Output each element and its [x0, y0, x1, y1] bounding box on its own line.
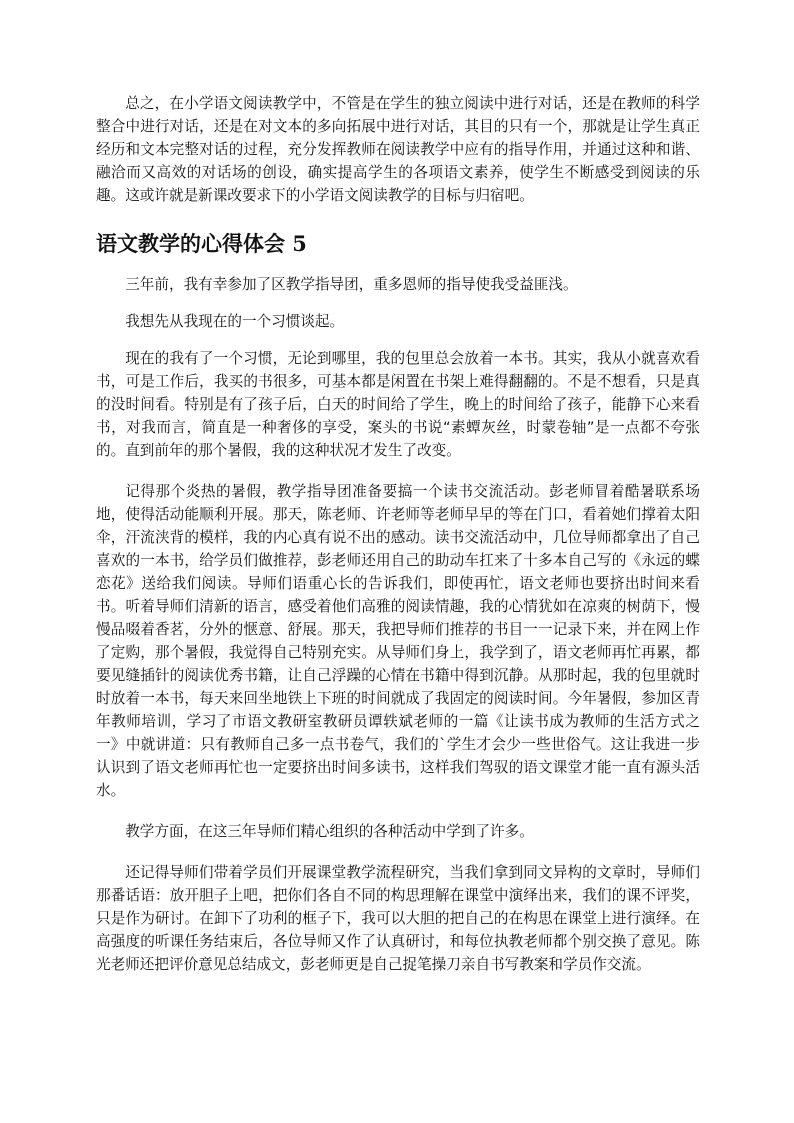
document-page [96, 92, 700, 976]
section-heading: 语文教学的心得体会 5 [96, 231, 307, 256]
body-paragraph-5: 教学方面，在这三年导师们精心组织的各种活动中学到了许多。 [125, 823, 534, 840]
paragraph-spacer [96, 843, 700, 861]
paragraph-spacer [96, 296, 700, 310]
paragraph-spacer [96, 333, 700, 347]
paragraph-spacer [96, 462, 700, 480]
body-paragraph-1: 三年前，我有幸参加了区教学指导团，重多恩师的指导使我受益匪浅。 [125, 276, 578, 293]
body-paragraph-3: 现在的我有了一个习惯，无论到哪里，我的包里总会放着一本书。其实，我从小就喜欢看书，可是工作后，我买的书很多，可基本都是闲置在书架上难得翻翻的。不是不想看，只是真的没时间看。特别是有了孩子后，白天的时间给了学生，晚上的时间给了孩子，能静下心来看书，对我而言，简直是一种奢侈的享受，案头的书说“素蟫灰丝，时蒙卷轴”是一点都不夸张的。直到前年的那个暑假，我的这种状况才发生了改变。 [96, 350, 700, 459]
paragraph-spacer [96, 802, 700, 820]
body-paragraph-2: 我想先从我现在的一个习惯谈起。 [125, 313, 345, 330]
body-paragraph-6: 还记得导师们带着学员们开展课堂教学流程研究，当我们拿到同文异构的文章时，导师们那番话语：放开胆子上吧，把你们各自不同的构思理解在课堂中演绎出来，我们的课不评奖，只是作为研讨。在卸下了功利的框子下，我可以大胆的把自己的在构思在课堂上进行演绎。在高强度的听课任务结束后，各位导师又作了认真研讨，和每位执教老师都个别交换了意见。陈光老师还把评价意见总结成文，彭老师更是自己捉笔操刀亲自书写教案和学员作交流。 [96, 864, 700, 973]
body-paragraph-4: 记得那个炎热的暑假，教学指导团准备要搞一个读书交流活动。彭老师冒着酷暑联系场地，使得活动能顺利开展。那天，陈老师、许老师等老师早早的等在门口，看着她们撑着太阳伞，汗流浃背的模样，我的内心真有说不出的感动。读书交流活动中，几位导师都拿出了自己喜欢的一本书，给学员们做推荐，彭老师还用自己的助动车扛来了十多本自己写的《永远的蝶恋花》送给我们阅读。导师们语重心长的告诉我们，即使再忙，语文老师也要挤出时间来看书。听着导师们清新的语言，感受着他们高雅的阅读情趣，我的心情犹如在凉爽的树荫下，慢慢品啜着香茗，分外的惬意、舒展。那天，我把导师们推荐的书目一一记录下来，并在网上作了定购，那个暑假，我觉得自己特别充实。从导师们身上，我学到了，语文老师再忙再累，都要见缝插针的阅读优秀书籍，让自己浮躁的心情在书籍中得到沉静。从那时起，我的包里就时时放着一本书，每天来回坐地铁上下班的时间就成了我固定的阅读时间。今年暑假，参加区青年教师培训，学习了市语文教研室教研员谭轶斌老师的一篇《让读书成为教师的生活方式之一》中就讲道：只有教师自己多一点书卷气，我们的`学生才会少一些世俗气。这让我进一步认识到了语文老师再忙也一定要挤出时间多读书，这样我们驾驭的语文课堂才能一直有源头活水。 [96, 483, 700, 799]
body-paragraph-intro: 总之，在小学语文阅读教学中，不管是在学生的独立阅读中进行对话，还是在教师的科学整合中进行对话，还是在对文本的多向拓展中进行对话，其目的只有一个，那就是让学生真正经历和文本完整对话的过程，充分发挥教师在阅读教学中应有的指导作用，并通过这种和谐、融洽而又高效的对话场的创设，确实提高学生的各项语文素养，使学生不断感受到阅读的乐趣。这或许就是新课改要求下的小学语文阅读教学的目标与归宿吧。 [96, 95, 700, 204]
